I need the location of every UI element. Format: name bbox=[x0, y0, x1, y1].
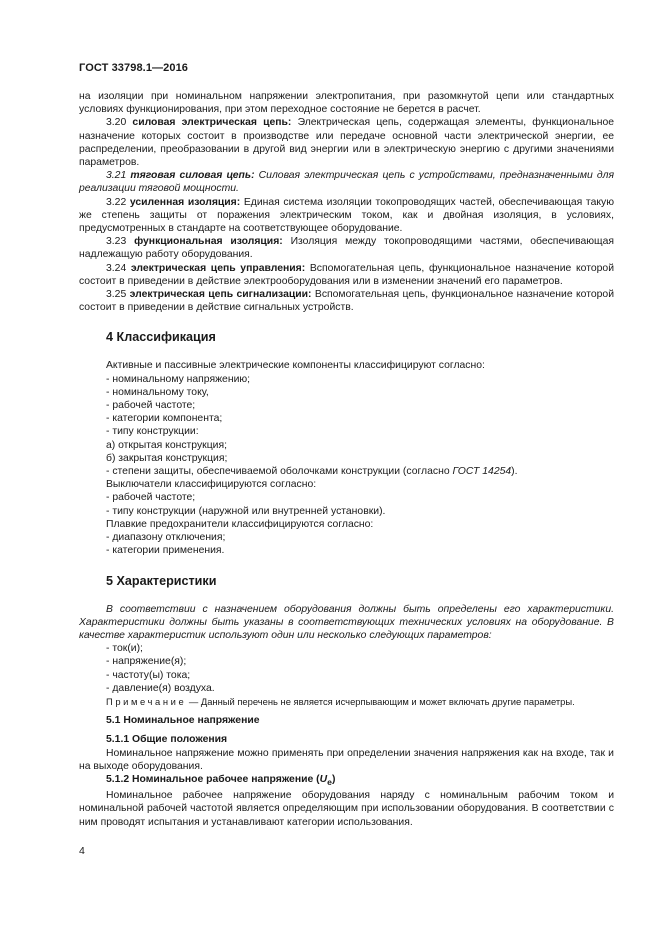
definition-number: 3.21 bbox=[106, 170, 127, 182]
subsection-5-1-title: 5.1 Номинальное напряжение bbox=[106, 715, 260, 727]
voltage-subscript: e bbox=[327, 777, 332, 788]
definition-term: усиленная изоляция: bbox=[129, 196, 241, 208]
definition-continuation: на изоляции при номинальном напряжении электропитания, при разомкнутой цепи или стандартных условиях функционирования, при этом переходное состояние не берется в расчет. bbox=[79, 91, 614, 116]
note-label: Примечание bbox=[106, 695, 187, 707]
list-item: - рабочей частоте; bbox=[106, 492, 196, 504]
standard-reference: ГОСТ 14254 bbox=[452, 466, 512, 478]
switches-intro: Выключатели классифицируются согласно: bbox=[106, 479, 317, 491]
list-item: - давление(я) воздуха. bbox=[106, 682, 215, 694]
definition-number: 3.20 bbox=[106, 117, 127, 129]
standard-header: ГОСТ 33798.1—2016 bbox=[79, 62, 189, 74]
subsection-5-1-2-title bbox=[79, 773, 614, 789]
definition-3-21 bbox=[79, 169, 614, 195]
definition-3-20 bbox=[79, 116, 614, 169]
definition-text: Вспомогательная цепь, функциональное назначение которой состоит в приведении в действие электрооборудования или в изменении значений его параметров. bbox=[79, 262, 614, 287]
note-text: — Данный перечень не является исчерпывающим и может включать другие параметры. bbox=[186, 695, 575, 707]
list-item: - рабочей частоте; bbox=[106, 400, 196, 412]
definition-3-24 bbox=[79, 262, 614, 288]
page-number: 4 bbox=[79, 845, 85, 857]
list-item: - типу конструкции (наружной или внутренней установки). bbox=[106, 505, 386, 517]
definition-number: 3.23 bbox=[106, 236, 127, 248]
list-item: - номинальному напряжению; bbox=[106, 373, 251, 385]
definition-number: 3.22 bbox=[106, 196, 127, 208]
voltage-symbol: U bbox=[319, 773, 328, 785]
definition-3-22 bbox=[79, 196, 614, 236]
title-text-end: ) bbox=[331, 773, 336, 785]
definition-text: Силовая электрическая цепь с устройствами, предназначенными для реализации тяговой мощности. bbox=[79, 170, 614, 195]
definition-3-25 bbox=[79, 288, 614, 314]
definition-term: электрическая цепь управления: bbox=[130, 262, 306, 274]
list-item: - частоту(ы) тока; bbox=[106, 669, 191, 681]
definition-text: Изоляция между токопроводящими частями, обеспечивающая надлежащую работу оборудования. bbox=[79, 236, 614, 261]
definition-term: функциональная изоляция: bbox=[134, 236, 283, 248]
list-item: - напряжение(я); bbox=[106, 656, 187, 668]
list-item: - ток(и); bbox=[106, 643, 143, 655]
definition-text: Вспомогательная цепь, функциональное назначение которой состоит в приведении в действие сигнальных устройств. bbox=[79, 289, 614, 314]
subsection-5-1-1-title: 5.1.1 Общие положения bbox=[106, 734, 228, 746]
definition-number: 3.24 bbox=[106, 262, 127, 274]
definition-text: Электрическая цепь, содержащая элементы, функциональное назначение которых состоит в производстве или передаче основной части электрической энергии, ее распределении, преобразовании в другой вид энергии или в электрическую энергию с другими значениями параметров. bbox=[79, 117, 615, 169]
section-4-title: 4 Классификация bbox=[106, 330, 216, 345]
title-text: 5.1.2 Номинальное рабочее напряжение ( bbox=[106, 773, 320, 785]
page-content bbox=[79, 90, 614, 829]
definition-3-23 bbox=[79, 235, 614, 261]
protection-text: - степени защиты, обеспечиваемой оболочками конструкции (согласно bbox=[106, 466, 453, 478]
list-item: - категории компонента; bbox=[106, 413, 223, 425]
list-item-protection bbox=[79, 465, 614, 478]
definition-term: электрическая цепь сигнализации: bbox=[129, 289, 312, 301]
list-item: - номинальному току, bbox=[106, 386, 209, 398]
note bbox=[79, 695, 614, 708]
definition-term: силовая электрическая цепь: bbox=[132, 117, 292, 129]
characteristics-intro: В соответствии с назначением оборудования должны быть определены его характеристики. Характеристики должны быть указаны в соответствующих технических условиях на оборудование. В качестве характеристик используют один или несколько следующих параметров: bbox=[79, 603, 614, 641]
subsection-5-1-2-text: Номинальное рабочее напряжение оборудования наряду с номинальным рабочим током и номинальной рабочей частотой является определяющим при использовании оборудования. В соответствии с ним проводят испытания и устанавливают категории использования. bbox=[79, 790, 614, 828]
list-subitem: а) открытая конструкция; bbox=[106, 439, 227, 451]
list-item: - категории применения. bbox=[106, 545, 225, 557]
subsection-5-1-1-text: Номинальное напряжение можно применять при определении значения напряжения как на входе, так и на выходе оборудования. bbox=[79, 747, 614, 772]
definition-number: 3.25 bbox=[106, 289, 127, 301]
definition-text: Единая система изоляции токопроводящих частей, обеспечивающая такую же степень защиты от поражения электрическим током, как и двойная изоляция, в условиях, предусмотренных в стандарте на соответствующее оборудование. bbox=[79, 196, 614, 235]
classification-intro: Активные и пассивные электрические компоненты классифицируют согласно: bbox=[106, 360, 485, 372]
list-subitem: б) закрытая конструкция; bbox=[106, 452, 228, 464]
fuses-intro: Плавкие предохранители классифицируются согласно: bbox=[106, 518, 374, 530]
protection-text-end: ). bbox=[511, 466, 518, 478]
list-item: - диапазону отключения; bbox=[106, 532, 226, 544]
section-5-title: 5 Характеристики bbox=[106, 573, 217, 588]
list-item: - типу конструкции: bbox=[106, 426, 199, 438]
definition-term: тяговая силовая цепь: bbox=[130, 170, 255, 182]
